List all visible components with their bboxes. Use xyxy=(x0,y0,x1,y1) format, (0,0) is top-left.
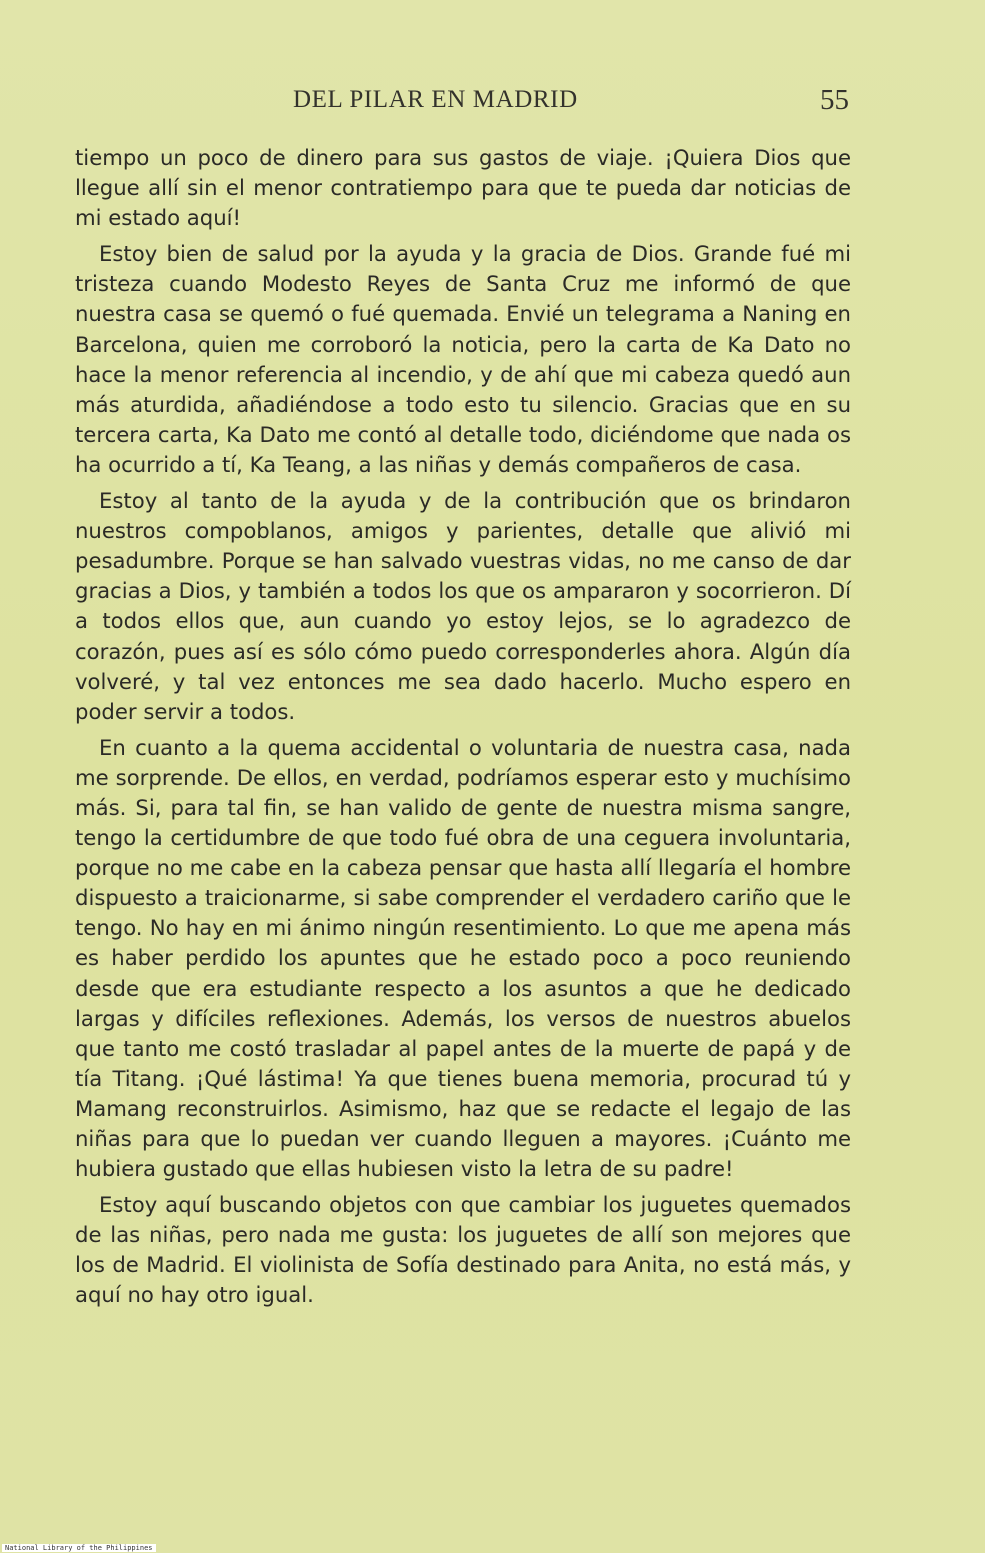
paragraph-2: Estoy bien de salud por la ayuda y la gracia de Dios. Grande fué mi tristeza cuando Modesto Reyes de Santa Cruz me informó de que nuestra casa se quemó o fué quemada. Envié un telegrama a Naning en Barcelona, quien me corroboró la noticia, pero la carta de Ka Dato no hace la menor referencia al incendio, y de ahí que mi cabeza quedó aun más aturdida, añadiéndose a todo esto tu silencio. Gracias que en su tercera carta, Ka Dato me contó al detalle todo, diciéndome que nada os ha ocurrido a tí, Ka Teang, a las niñas y demás compañeros de casa. xyxy=(75,241,851,477)
body-text xyxy=(75,143,851,1317)
page-number: 55 xyxy=(820,84,849,116)
paragraph-4: En cuanto a la quema accidental o voluntaria de nuestra casa, nada me sorprende. De ellos, en verdad, podríamos esperar esto y muchísimo más. Si, para tal fin, se han valido de gente de nuestra misma sangre, tengo la certidumbre de que todo fué obra de una ceguera involuntaria, porque no me cabe en la cabeza pensar que hasta allí llegaría el hombre dispuesto a traicionarme, si sabe comprender el verdadero cariño que le tengo. No hay en mi ánimo ningún resentimiento. Lo que me apena más es haber perdido los apuntes que he estado poco a poco reuniendo desde que era estudiante respecto a los asuntos a que he dedicado largas y difíciles reflexiones. Además, los versos de nuestros abuelos que tanto me costó trasladar al papel antes de la muerte de papá y de tía Titang. ¡Qué lástima! Ya que tienes buena memoria, procurad tú y Mamang reconstruirlos. Asimismo, haz que se redacte el legajo de las niñas para que lo puedan ver cuando lleguen a mayores. ¡Cuánto me hubiera gustado que ellas hubiesen visto la letra de su padre! xyxy=(75,734,851,1182)
library-credit: National Library of the Philippines xyxy=(2,1544,156,1552)
paragraph-3: Estoy al tanto de la ayuda y de la contribución que os brindaron nuestros compoblanos, amigos y parientes, detalle que alivió mi pesadumbre. Porque se han salvado vuestras vidas, no me canso de dar gracias a Dios, y también a todos los que os ampararon y socorrieron. Dí a todos ellos que, aun cuando yo estoy lejos, se lo agradezco de corazón, pues así es sólo cómo puedo corresponderles ahora. Algún día volveré, y tal vez entonces me sea dado hacerlo. Mucho espero en poder servir a todos. xyxy=(75,488,851,724)
page-header xyxy=(77,84,849,124)
paragraph-1: tiempo un poco de dinero para sus gastos de viaje. ¡Quiera Dios que llegue allí sin el menor contratiempo para que te pueda dar noticias de mi estado aquí! xyxy=(75,145,851,231)
paragraph-5: Estoy aquí buscando objetos con que cambiar los juguetes quemados de las niñas, pero nada me gusta: los juguetes de allí son mejores que los de Madrid. El violinista de Sofía destinado para Anita, no está más, y aquí no hay otro igual. xyxy=(75,1192,851,1308)
running-head: DEL PILAR EN MADRID xyxy=(293,86,578,113)
